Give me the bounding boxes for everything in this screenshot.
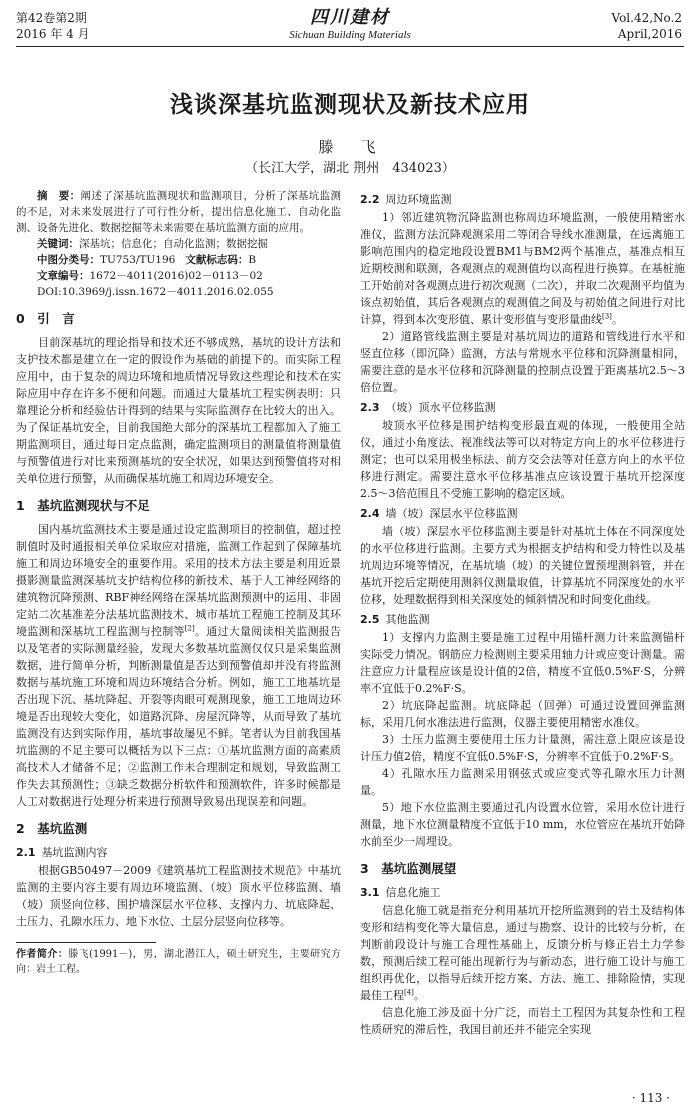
subsection-2-1-number: 2.1: [16, 846, 36, 859]
journal-logo: 四川建材: [310, 7, 390, 28]
subsection-2-5-heading: [360, 611, 685, 628]
subsection-2-5-paragraph-1: 1）支撑内力监测主要是施工过程中用锚杆测力计来监测锚杆实际受力情况。钢筋应力检测则主要采用轴力计或应变计测量。需注意应力计量程应该是设计值的2倍，精度不宜低0.5%F·S，分辨率不宜低于0.2%F·S。: [360, 631, 685, 695]
subsection-2-4-number: 2.4: [360, 507, 380, 520]
subsection-2-2-text-a: 1）邻近建筑物沉降监测也称周边环境监测，一般使用精密水准仪，监测方法沉降观测采用二等闭合导线水准测量，在远离施工影响范围内的稳定地段设置BM1与BM2两个基准点，基准点相互近期校测和联测，各观测点的观测值均以高程进行换算。在基桩施工开始前对各观测点进行初次观测（二次），并取二次观测平均值为该点初始值，其后各观测点的观测值之间及与初始值之间进行对比计算，得到本次变形值、累计变形值与变形量曲线: [360, 211, 685, 326]
subsection-2-4-heading: [360, 505, 685, 522]
citation-ref-2: [2]: [184, 624, 195, 633]
subsection-2-4-title: 墙（坡）深层水平位移监测: [385, 507, 518, 520]
author-footnote: [16, 947, 341, 977]
page-number: · 113 ·: [631, 1091, 670, 1105]
subsection-2-3-heading: [360, 399, 685, 416]
doc-code-value: B: [248, 254, 257, 266]
subsection-2-3-paragraph: 坡顶水平位移是围护结构变形最直观的体现，一般使用全站仪，通过小角度法、视准线法等可以对特定方向上的水平位移进行测定；也可以采用极坐标法、前方交会法等对任意方向上的水平位移进行测定。需要注意水平位移基准点应该设置于基坑开挖深度2.5～3倍范围且不受施工影响的稳定区域。: [360, 419, 685, 500]
article-number: [16, 268, 341, 284]
subsection-2-5-title: 其他监测: [385, 613, 430, 626]
subsection-2-5-paragraph-3: 3）土压力监测主要使用土压力计量测，需注意上限应该是设计压力值2倍，精度不宜低0.5%F·S，分辨率不宜低于0.2%F·S。: [360, 733, 685, 763]
keywords-text: 深基坑；信息化；自动化监测；数据挖掘: [79, 238, 268, 250]
subsection-2-2-number: 2.2: [360, 193, 380, 206]
footnote-label: 作者简介：: [16, 949, 69, 960]
subsection-3-1-text-a: 信息化施工就是指充分利用基坑开挖所监测到的岩土及结构体变形和结构变化等大量信息，通过与勘察、设计的比较与分析，在判断前段设计与施工合理性基础上，反馈分析与修正岩土力学参数，预测后续工程可能出现新行为与新动态，进行施工设计与施工组织再优化，以指导后续开挖方案、方法、施工、排除险情，实现最佳工程: [360, 904, 685, 1002]
subsection-2-4-paragraph: 墙（坡）深层水平位移监测主要是针对基坑土体在不同深度处的水平位移进行监测。主要方式为根据支护结构和受力特性以及基坑周边环境等情况，在基坑墙（坡）的关键位置预埋测斜管，并在基坑开挖后定期使用测斜仪测量取值，计算基坑不同深度处的水平位移，处理数据得到相关深度处的倾斜情况和时间变化曲线。: [360, 525, 685, 606]
subsection-3-1-paragraph-2: 信息化施工涉及面十分广泛，而岩土工程因为其复杂性和工程性质研究的滞后性，我国目前还并不能完全实现: [360, 1006, 685, 1036]
subsection-2-3-number: 2.3: [360, 401, 380, 414]
subsection-2-3-title: （坡）顶水平位移监测: [385, 401, 496, 414]
subsection-3-1-heading: [360, 884, 685, 901]
header-left: [16, 10, 90, 42]
classification: [16, 252, 341, 268]
author-affiliation: （长江大学，湖北 荆州 434023）: [245, 161, 455, 176]
subsection-2-5-paragraph-4: 4）孔隙水压力监测采用钢弦式或应变式等孔隙水压力计测量。: [360, 767, 685, 797]
article-no-label: 文章编号：: [37, 270, 90, 282]
keywords-label: 关键词：: [37, 238, 79, 250]
paper-title: 浅谈深基坑监测现状及新技术应用: [170, 92, 530, 118]
citation-ref-4: [4]: [404, 988, 414, 997]
section-1-text-b: 。通过大量阅读相关监测报告以及笔者的实际测量经验，发现大多数基坑监测仅仅只是采集监测数据，进行简单分析，判断测量值是否达到预警值却并没有将监测数据与基坑施工环境和周边环境结合分析。例如，施工工地基坑是否出现下沉、基坑降起、开裂等肉眼可观测现象，施工工地周边环境是否出现较大变化，如道路沉降、房屋沉降等，从而导致了基坑监测没有达到实际作用，基坑事故屡见不鲜。笔者认为目前我国基坑监测的不足主要可以概括为以下三点：①基坑监测方面的高素质高技术人才储备不足；②监测工作未合理制定和规划，导致监测工作失去其预测性；③缺乏数据分析软件和预测软件，许多时候都是人工对数据进行处理分析来进行预测导致易出现误差和问题。: [16, 625, 342, 808]
subsection-2-2-paragraph-2: 2）道路管线监测主要是对基坑周边的道路和管线进行水平和竖直位移（即沉降）监测，方法与常规水平位移和沉降测量相同，需要注意的是水平位移和沉降测量的控制点设置于距离基坑2.5～3倍位置。: [360, 330, 685, 394]
header-rule: [16, 46, 684, 47]
abstract-label: 摘 要：: [37, 190, 81, 202]
right-column: [360, 188, 685, 1038]
subsection-2-5-number: 2.5: [360, 613, 380, 626]
author-name: 滕 飞: [318, 138, 382, 156]
subsection-2-2-heading: [360, 191, 685, 208]
subsection-2-1-title: 基坑监测内容: [41, 846, 108, 859]
section-0-heading: 0 引 言: [16, 311, 75, 326]
section-1-paragraph: [16, 521, 341, 810]
volume-issue-cn: 第42卷第2期: [16, 11, 87, 25]
date-cn: 2016 年 4 月: [16, 27, 90, 41]
doi: DOI:10.3969/j.issn.1672－4011.2016.02.055: [37, 286, 274, 298]
section-1-heading: 1 基坑监测现状与不足: [16, 498, 150, 513]
subsection-3-1-number: 3.1: [360, 886, 380, 899]
section-0-paragraph: 目前深基坑的理论指导和技术还不够成熟，基坑的设计方法和支护技术都是建立在一定的假设作为基础的前提下的。而实际工程应用中，由于复杂的周边环境和地质情况导致这些理论和技术在实际应用中存在许多不便和问题。而通过大量基坑工程实例表明：只靠理论分析和经验估计得到的结果与实际监测存在比较大的出入。为了保证基坑安全，目前我国绝大部分的深基坑工程都加入了施工期监测项目，通过每日定点监测，确定监测项目的测量值将测量值与预警值进行对比来预测基坑的安全状况，如果达到预警值将对相关单位进行预警，从而确保基坑施工和周边环境安全。: [16, 336, 341, 485]
journal-name-en: Sichuan Building Materials: [289, 29, 411, 41]
abstract: [16, 188, 341, 236]
subsection-2-1-heading: [16, 844, 341, 861]
subsection-2-5-paragraph-5: 5）地下水位监测主要通过孔内设置水位管，采用水位计进行测量，地下水位测量精度不宜低于10 mm，水位管应在基坑开始降水前至少一周埋设。: [360, 801, 685, 848]
subsection-2-5-paragraph-2: 2）坑底降起监测。坑底降起（回弹）可通过设置回弹监测标，采用几何水准法进行监测，仪器主要使用精密水准仪。: [360, 699, 685, 729]
left-column: [16, 188, 341, 977]
abstract-block: [16, 188, 341, 300]
footnote-text: 滕飞(1991－)，男，湖北潜江人，硕士研究生，主要研究方向：岩土工程。: [16, 949, 342, 975]
header-center: [200, 8, 500, 42]
article-no-value: 1672－4011(2016)02－0113－02: [89, 270, 263, 282]
doc-code-label: 文献标志码：: [185, 254, 249, 266]
subsection-3-1-paragraph-1: [360, 902, 685, 1004]
date-en: April,2016: [617, 27, 682, 41]
citation-ref-3: [3]: [602, 312, 612, 321]
clc-value: TU753/TU196: [100, 254, 176, 266]
subsection-2-2-paragraph-1: [360, 209, 685, 328]
subsection-3-1-title: 信息化施工: [385, 886, 441, 899]
subsection-2-2-title: 周边环境监测: [385, 193, 452, 206]
subsection-2-1-paragraph: 根据GB50497－2009《建筑基坑工程监测技术规范》中基坑监测的主要内容主要有周边环境监测、（坡）顶水平位移监测、墙（坡）顶竖向位移、围护墙深层水平位移、支撑内力、坑底降起、土压力、孔隙水压力、地下水位、土层分层竖向位移等。: [16, 864, 341, 928]
footnote-rule: [16, 942, 156, 943]
subsection-3-1-text-b: 。: [413, 989, 425, 1002]
volume-issue-en: Vol.42,No.2: [611, 11, 682, 25]
subsection-2-2-text-b: 。: [611, 313, 623, 326]
section-1-text-a: 国内基坑监测技术主要是通过设定监测项目的控制值，超过控制值时及时通报相关单位采取应对措施，监测工作起到了保障基坑施工和周边环境安全的重要作用。采用的技术方法主要是利用近景摄影测量监测深基坑支护结构位移的新技术、基于人工神经网络的建筑物沉降预测、RBF神经网络在深基坑监测预测中的运用、非固定站二次基准差分法基坑监测技术、城市基坑工程施工控制及其环境监测和深基坑工程监测与控制等: [16, 523, 341, 638]
keywords: [16, 236, 341, 252]
section-2-heading: 2 基坑监测: [16, 821, 88, 836]
abstract-text: 阐述了深基坑监测现状和监测项目，分析了深基坑监测的不足，对未来发展进行了可行性分析，提出信息化施工、自动化监测、设备先进化、数据挖掘等未来需要在基坑监测方面的应用。: [16, 190, 342, 234]
header-right: [612, 10, 683, 42]
section-3-heading: 3 基坑监测展望: [360, 861, 457, 876]
clc-label: 中图分类号：: [37, 254, 100, 266]
